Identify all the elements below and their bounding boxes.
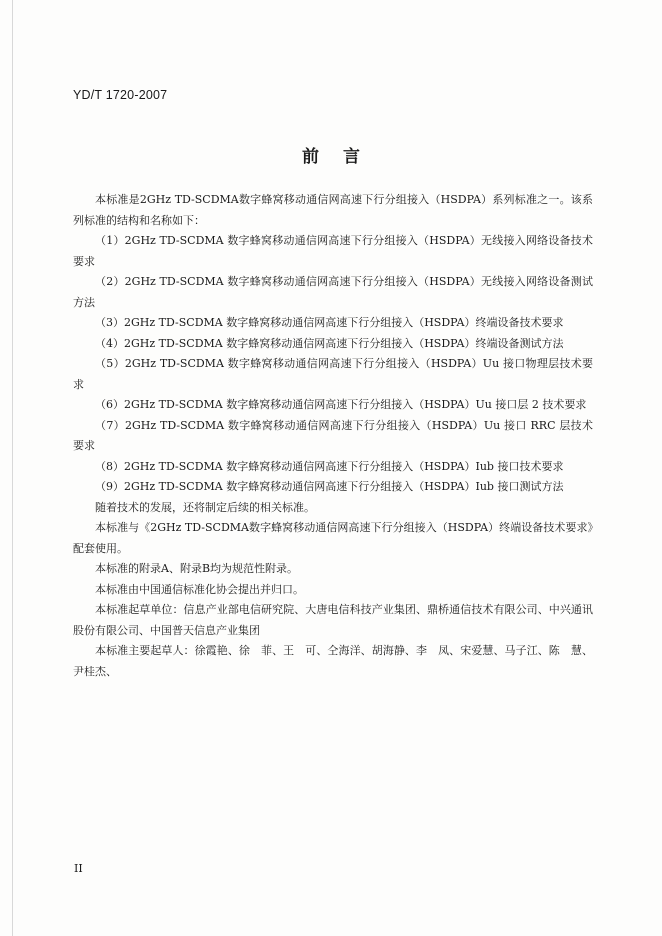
list-item-1: （1）2GHz TD-SCDMA 数字蜂窝移动通信网高速下行分组接入（HSDPA）无线接入网络设备技术要求 <box>73 234 593 268</box>
paragraph-drafters: 本标准主要起草人：徐霞艳、徐 菲、王 可、仝海洋、胡海静、李 凤、宋爱慧、马子江、陈 慧、尹桂杰、 <box>73 644 593 678</box>
page-number: II <box>74 862 83 875</box>
paragraph-future: 随着技术的发展，还将制定后续的相关标准。 <box>95 500 315 514</box>
list-item-9: （9）2GHz TD-SCDMA 数字蜂窝移动通信网高速下行分组接入（HSDPA）Iub 接口测试方法 <box>95 480 564 493</box>
list-item-7: （7）2GHz TD-SCDMA 数字蜂窝移动通信网高速下行分组接入（HSDPA）Uu 接口 RRC 层技术要求 <box>73 418 593 452</box>
list-item-6: （6）2GHz TD-SCDMA 数字蜂窝移动通信网高速下行分组接入（HSDPA）Uu 接口层 2 技术要求 <box>95 398 587 411</box>
paragraph-intro: 本标准是2GHz TD-SCDMA数字蜂窝移动通信网高速下行分组接入（HSDPA）系列标准之一。该系列标准的结构和名称如下： <box>73 193 593 227</box>
list-item-8: （8）2GHz TD-SCDMA 数字蜂窝移动通信网高速下行分组接入（HSDPA）Iub 接口技术要求 <box>95 459 564 473</box>
paragraph-proposer: 本标准由中国通信标准化协会提出并归口。 <box>95 582 304 596</box>
paragraph-companion: 本标准与《2GHz TD-SCDMA数字蜂窝移动通信网高速下行分组接入（HSDPA）终端设备技术要求》配套使用。 <box>73 521 593 555</box>
page-edge-line <box>12 0 13 936</box>
paragraph-drafting-units: 本标准起草单位：信息产业部电信研究院、大唐电信科技产业集团、鼎桥通信技术有限公司、中兴通讯股份有限公司、中国普天信息产业集团 <box>73 603 593 637</box>
paragraph-appendix: 本标准的附录A、附录B均为规范性附录。 <box>95 562 299 575</box>
list-item-5: （5）2GHz TD-SCDMA 数字蜂窝移动通信网高速下行分组接入（HSDPA）Uu 接口物理层技术要求 <box>73 357 593 391</box>
document-code: YD/T 1720-2007 <box>73 88 168 102</box>
page-title: 前 言 <box>302 147 360 167</box>
list-item-4: （4）2GHz TD-SCDMA 数字蜂窝移动通信网高速下行分组接入（HSDPA）终端设备测试方法 <box>95 336 564 350</box>
list-item-3: （3）2GHz TD-SCDMA 数字蜂窝移动通信网高速下行分组接入（HSDPA）终端设备技术要求 <box>95 316 564 329</box>
list-item-2: （2）2GHz TD-SCDMA 数字蜂窝移动通信网高速下行分组接入（HSDPA）无线接入网络设备测试方法 <box>73 275 593 309</box>
foreword-body <box>73 190 593 682</box>
